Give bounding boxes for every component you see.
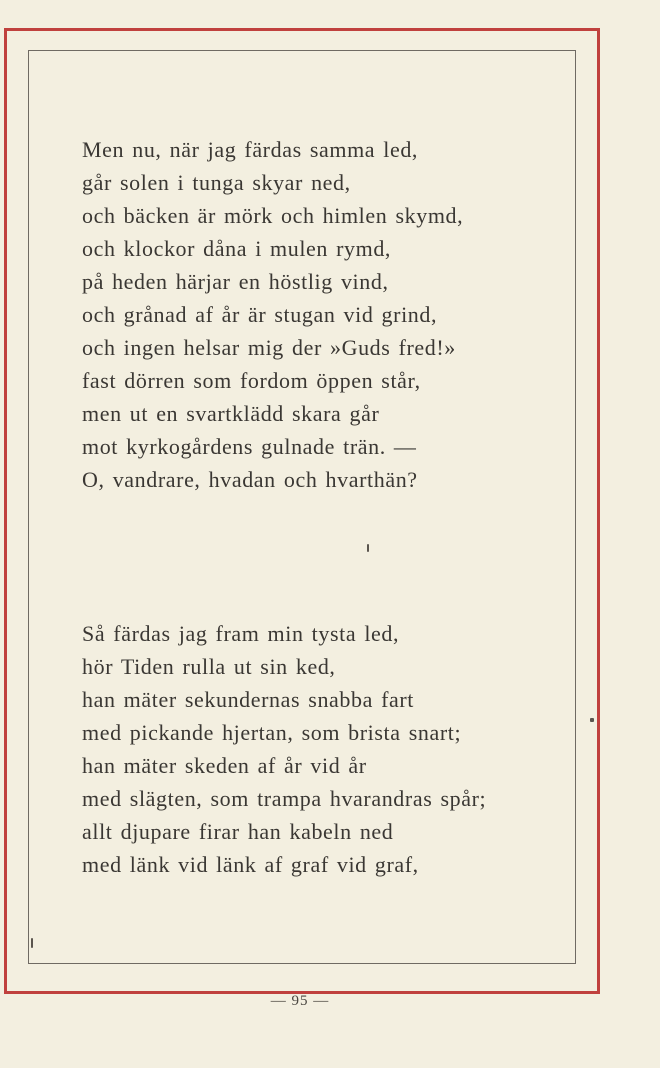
verse-line: och grånad af år är stugan vid grind, [82, 302, 438, 327]
print-speck [590, 718, 594, 722]
verse-line: med länk vid länk af graf vid graf, [82, 852, 419, 877]
verse-line: och ingen helsar mig der »Guds fred!» [82, 335, 456, 360]
verse-line: Så färdas jag fram min tysta led, [82, 621, 400, 646]
verse-line: fast dörren som fordom öppen står, [82, 368, 421, 393]
verse-line: men ut en svartklädd skara går [82, 401, 380, 426]
verse-line: mot kyrkogårdens gulnade trän. — [82, 434, 417, 459]
verse-line: med slägten, som trampa hvarandras spår; [82, 786, 487, 811]
verse-line: han mäter skeden af år vid år [82, 753, 367, 778]
verse-line: hör Tiden rulla ut sin ked, [82, 654, 336, 679]
verse-line: allt djupare firar han kabeln ned [82, 819, 394, 844]
verse-line: på heden härjar en höstlig vind, [82, 269, 389, 294]
verse-line: han mäter sekundernas snabba fart [82, 687, 415, 712]
print-speck [31, 938, 33, 948]
page-number: — 95 — [270, 993, 330, 1009]
verse-line: och klockor dåna i mulen rymd, [82, 236, 392, 261]
verse-line: med pickande hjertan, som brista snart; [82, 720, 462, 745]
verse-line: går solen i tunga skyar ned, [82, 170, 351, 195]
verse-line: och bäcken är mörk och himlen skymd, [82, 203, 464, 228]
verse-line: O, vandrare, hvadan och hvarthän? [82, 467, 418, 492]
stanza-1 [82, 133, 463, 496]
stanza-2 [82, 617, 486, 881]
verse-line: Men nu, när jag färdas samma led, [82, 137, 419, 162]
print-speck [367, 544, 369, 552]
